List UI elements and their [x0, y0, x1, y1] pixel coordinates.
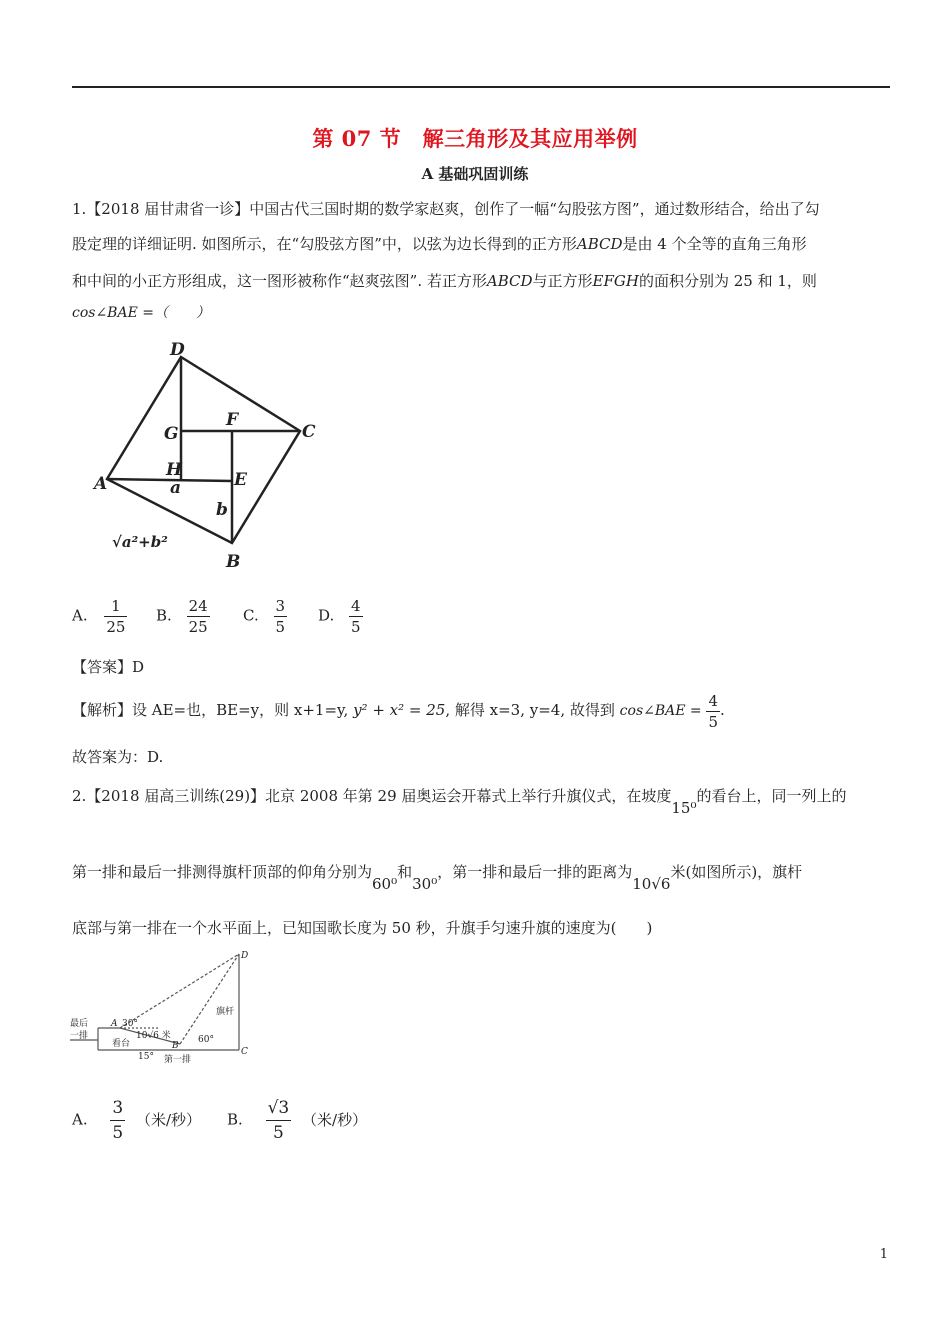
q1-line4: cos∠BAE =（ ） [72, 305, 210, 321]
q1-option-b: B. $\frac{24}{25}$ [156, 597, 208, 636]
label-H: H [166, 460, 183, 480]
header-rule [72, 86, 890, 88]
fig2-pole: 旗杆 [216, 1007, 235, 1017]
q1-option-c: C. $\frac{3}{5}$ [243, 597, 286, 636]
fig2-angle-30: 30° [122, 1019, 138, 1029]
label-E: E [234, 470, 247, 490]
fig2-last-row2: 一排 [70, 1031, 89, 1041]
label-A: A [94, 474, 108, 494]
label-B: B [226, 552, 241, 572]
q1-conclusion: 故答案为：D. [72, 748, 164, 766]
q2-option-b: B. $\frac{√3}{5}$ （米/秒） [227, 1098, 368, 1143]
fig2-label-C: C [241, 1047, 248, 1057]
zhao-shuang-figure [90, 335, 330, 580]
fig2-angle-60: 60° [198, 1035, 214, 1045]
fig2-stand: 看台 [112, 1039, 131, 1049]
label-F: F [226, 410, 239, 430]
q1-line1: 1.【2018 届甘肃省一诊】中国古代三国时期的数学家赵爽，创作了一幅“勾股弦方图”，通过数形结合，给出了勾 [72, 200, 820, 218]
label-hypotenuse: √a²+b² [112, 533, 168, 551]
fig2-first-row: 第一排 [164, 1055, 192, 1065]
fig2-distance: 10√6 米 [136, 1031, 171, 1041]
label-D: D [170, 340, 185, 360]
q2-line1: 2.【2018 届高三训练(29)】北京 2008 年第 29 届奥运会开幕式上举行升旗仪式，在坡度15⁰的看台上，同一列上的 [72, 787, 847, 817]
label-a: a [170, 478, 182, 498]
q1-analysis: 【解析】设 AE=也，BE=y，则 x+1=y, y² + x² = 25, 解得 x=3, y=4, 故得到 cos∠BAE = $\frac{4}{5}$ . [72, 691, 725, 731]
page-number: 1 [879, 1247, 888, 1262]
q2-line2: 第一排和最后一排测得旗杆顶部的仰角分别为60⁰和30⁰，第一排和最后一排的距离为10√6米(如图所示)，旗杆 [72, 863, 803, 893]
q1-option-a: A. $\frac{1}{25}$ [72, 597, 126, 636]
flag-pole-figure [68, 942, 268, 1072]
q2-option-a: A. $\frac{3}{5}$ （米/秒） [72, 1098, 202, 1143]
fig2-label-A: A [111, 1019, 118, 1029]
q1-answer: 【答案】D [72, 658, 145, 676]
fig2-label-B: B [172, 1041, 179, 1051]
q2-line3: 底部与第一排在一个水平面上，已知国歌长度为 50 秒，升旗手匀速升旗的速度为( ) [72, 919, 653, 937]
fig2-last-row: 最后 [70, 1019, 89, 1029]
fig2-label-D: D [241, 951, 249, 961]
q1-line2: 股定理的详细证明. 如图所示，在“勾股弦方图”中，以弦为边长得到的正方形ABCD是由 4 个全等的直角三角形 [72, 235, 807, 253]
label-G: G [164, 424, 179, 444]
section-subtitle: A 基础巩固训练 [421, 165, 529, 183]
label-b: b [216, 500, 228, 520]
q1-option-d: D. $\frac{4}{5}$ [318, 597, 361, 636]
q1-line3: 和中间的小正方形组成，这一图形被称作“赵爽弦图”. 若正方形ABCD与正方形EFGH的面积分别为 25 和 1，则 [72, 272, 817, 290]
section-title: 第 07 节 解三角形及其应用举例 [312, 126, 638, 151]
label-C: C [302, 422, 316, 442]
fig2-angle-15: 15° [138, 1052, 154, 1062]
